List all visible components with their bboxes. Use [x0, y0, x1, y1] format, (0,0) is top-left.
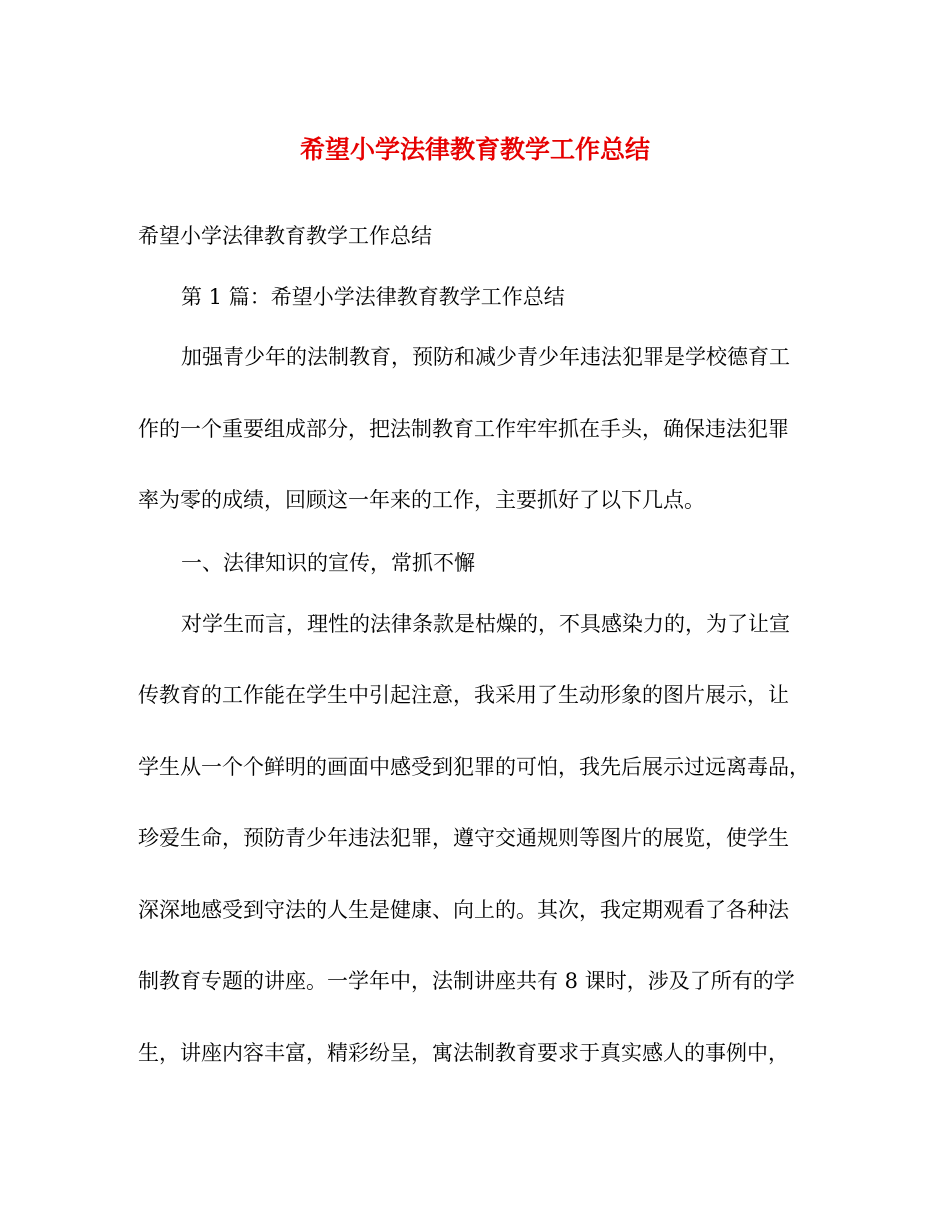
paragraph-line: 作的一个重要组成部分，把法制教育工作牢牢抓在手头，确保违法犯罪	[138, 417, 789, 441]
section-heading: 一、法律知识的宣传，常抓不懈	[181, 551, 475, 575]
document-subtitle: 希望小学法律教育教学工作总结	[138, 224, 432, 248]
paragraph-line: 率为零的成绩，回顾这一年来的工作，主要抓好了以下几点。	[138, 488, 705, 512]
paragraph-line: 对学生而言，理性的法律条款是枯燥的，不具感染力的，为了让宣	[181, 612, 790, 636]
paragraph-line: 学生从一个个鲜明的画面中感受到犯罪的可怕，我先后展示过远离毒品，	[138, 755, 810, 779]
paragraph-line: 深深地感受到守法的人生是健康、向上的。其次，我定期观看了各种法	[138, 898, 789, 922]
paragraph-line: 珍爱生命，预防青少年违法犯罪，遵守交通规则等图片的展览，使学生	[138, 826, 789, 850]
paragraph-line: 加强青少年的法制教育，预防和减少青少年违法犯罪是学校德育工	[181, 345, 790, 369]
paragraph-line: 制教育专题的讲座。一学年中，法制讲座共有 8 课时，涉及了所有的学	[138, 969, 795, 993]
chapter-heading: 第 1 篇：希望小学法律教育教学工作总结	[181, 285, 565, 309]
paragraph-line: 生，讲座内容丰富，精彩纷呈，寓法制教育要求于真实感人的事例中，	[138, 1041, 789, 1065]
paragraph-line: 传教育的工作能在学生中引起注意，我采用了生动形象的图片展示，让	[138, 683, 789, 707]
document-title: 希望小学法律教育教学工作总结	[299, 135, 650, 164]
